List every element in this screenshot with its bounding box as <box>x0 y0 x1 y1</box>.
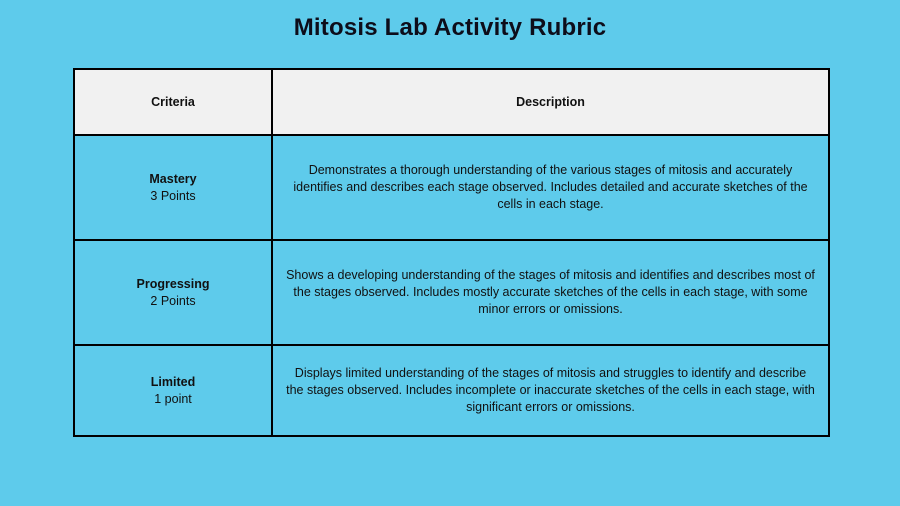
table-row <box>74 135 829 240</box>
description-header: Description <box>272 69 829 135</box>
description-cell <box>272 135 829 240</box>
level-points: 1 point <box>154 391 192 406</box>
level-points: 2 Points <box>150 293 196 308</box>
level-points: 3 Points <box>150 188 196 203</box>
description-cell <box>272 240 829 345</box>
criteria-cell <box>74 345 272 436</box>
page-title: Mitosis Lab Activity Rubric <box>293 14 607 41</box>
table-header-row <box>74 69 829 135</box>
criteria-cell <box>74 240 272 345</box>
level-description: Displays limited understanding of the stages of mitosis and struggles to identify and describe the stages observed. Includes incomplete or inaccurate sketches of the cells in each stage, with significant errors or omissions. <box>286 366 815 414</box>
level-name: Progressing <box>136 276 210 291</box>
level-name: Mastery <box>149 171 197 186</box>
criteria-cell <box>74 135 272 240</box>
rubric-table <box>73 68 830 437</box>
table-row <box>74 345 829 436</box>
level-name: Limited <box>150 374 196 389</box>
table-row <box>74 240 829 345</box>
level-description: Demonstrates a thorough understanding of the various stages of mitosis and accurately identifies and describes each stage observed. Includes detailed and accurate sketches of the cells in each stage. <box>293 163 808 211</box>
description-cell <box>272 345 829 436</box>
criteria-header: Criteria <box>74 69 272 135</box>
level-description: Shows a developing understanding of the stages of mitosis and identifies and describes most of the stages observed. Includes mostly accurate sketches of the cells in each stage, with some minor errors or omissions. <box>286 268 815 316</box>
